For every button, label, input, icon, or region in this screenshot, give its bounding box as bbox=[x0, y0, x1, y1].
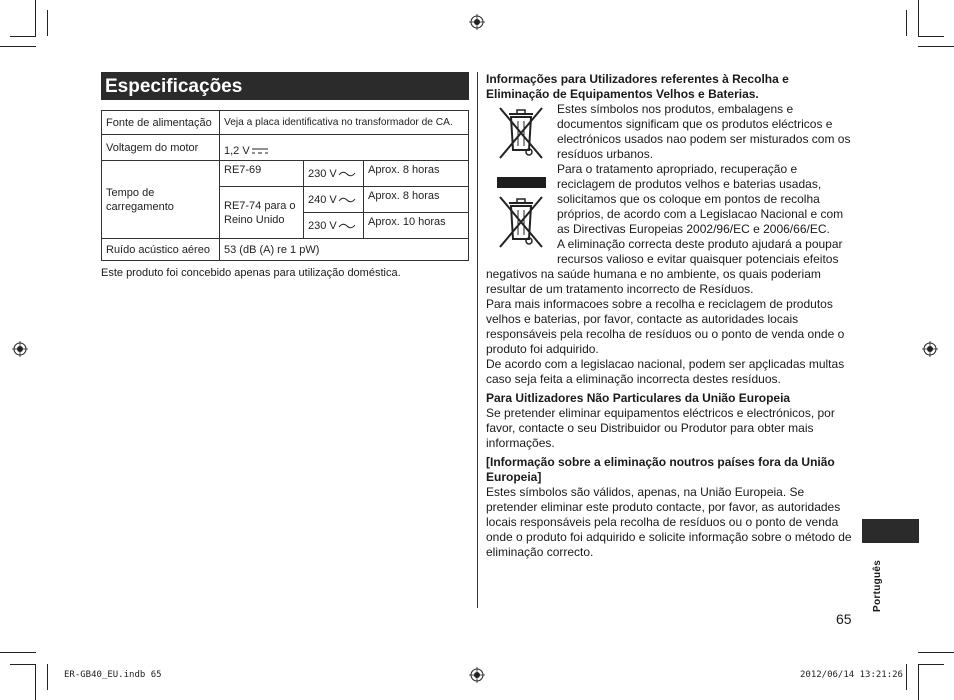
crop-mark bbox=[906, 664, 907, 690]
table-row bbox=[102, 135, 469, 161]
crop-mark bbox=[918, 36, 944, 37]
footer-file-info: ER-GB40_EU.indb 65 bbox=[64, 670, 162, 680]
text-line: onde o produto foi adquirido e solicite informação sobre o método de bbox=[486, 530, 852, 544]
text-line: pretender eliminar este produto contacte, por favor, as autoridades bbox=[486, 500, 841, 514]
spec-time-3: Aprox. 10 horas bbox=[364, 213, 469, 239]
text-line: produto foi adquirido. bbox=[486, 342, 599, 356]
language-tab bbox=[862, 519, 919, 543]
text-line: próprios, de acordo com a Legislacao Nacional e com bbox=[557, 207, 844, 221]
text-line: as Directivas Europeias 2002/96/EC e 2006/66/EC. bbox=[557, 222, 830, 236]
disposal-text-wide bbox=[486, 267, 844, 387]
spec-table bbox=[101, 110, 469, 261]
crop-mark bbox=[906, 10, 907, 36]
text-line: negativos na saúde humana e no ambiente, os quais poderiam bbox=[486, 267, 821, 281]
usage-note: Este produto foi concebido apenas para utilização doméstica. bbox=[101, 267, 401, 279]
crop-mark bbox=[918, 664, 919, 700]
crop-mark bbox=[918, 46, 954, 47]
text-line: solicitamos que os coloque em pontos de recolha bbox=[557, 192, 820, 206]
disposal-heading-line1: Informações para Utilizadores referentes à Recolha e bbox=[486, 72, 789, 86]
text-line: resíduos urbanos. bbox=[557, 147, 654, 161]
crop-mark bbox=[10, 664, 36, 665]
black-bar bbox=[497, 177, 546, 188]
spec-label-motor: Voltagem do motor bbox=[102, 135, 220, 161]
ac-symbol-icon bbox=[338, 222, 356, 230]
crossed-bin-icon bbox=[496, 193, 546, 251]
footer-timestamp: 2012/06/14 13:21:26 bbox=[800, 670, 903, 680]
text-line: A eliminação correcta deste produto ajudará a poupar bbox=[557, 237, 843, 251]
text-line: electrónicos usados nao podem ser misturados com os bbox=[557, 132, 851, 146]
registration-target-icon bbox=[12, 341, 28, 357]
spec-voltage-1-cell bbox=[304, 161, 364, 187]
text-line: recursos valioso e evitar quaisquer potenciais efeitos bbox=[557, 252, 839, 266]
crop-mark bbox=[47, 10, 48, 36]
spec-voltage-2: 240 V bbox=[308, 193, 337, 206]
text-line: resultar de um tratamento incorrecto de Resíduos. bbox=[486, 282, 754, 296]
ac-symbol-icon bbox=[338, 196, 356, 204]
table-row bbox=[102, 161, 469, 187]
language-label: Português bbox=[872, 559, 883, 612]
text-line: Estes símbolos nos produtos, embalagens e bbox=[557, 102, 794, 116]
text-line: Estes símbolos são válidos, apenas, na União Europeia. Se bbox=[486, 485, 805, 499]
crop-mark bbox=[0, 652, 36, 653]
crop-mark bbox=[35, 664, 36, 700]
spec-voltage-2-cell bbox=[304, 187, 364, 213]
ac-symbol-icon bbox=[338, 170, 356, 178]
text-line: responsáveis pela recolha de resíduos ou o ponto de venda onde o bbox=[486, 327, 845, 341]
crop-mark bbox=[35, 0, 36, 36]
spec-model-1: RE7-69 bbox=[220, 161, 304, 187]
text-line: Para o tratamento apropriado, recuperação e bbox=[557, 162, 798, 176]
registration-target-icon bbox=[922, 341, 938, 357]
outside-eu-heading-line1: [Informação sobre a eliminação noutros países fora da União bbox=[486, 455, 835, 469]
text-line: caso seja feita a eliminação incorrecta destes resíduos. bbox=[486, 372, 781, 386]
text-line: documentos significam que os produtos eléctricos e bbox=[557, 117, 833, 131]
outside-eu-text bbox=[486, 485, 852, 560]
crop-mark bbox=[0, 46, 36, 47]
spec-value-motor: 1,2 V bbox=[224, 144, 250, 157]
crop-mark bbox=[10, 36, 36, 37]
text-line: favor, contacte o seu Distribuidor ou Produtor para obter mais bbox=[486, 421, 814, 435]
crop-mark bbox=[918, 0, 919, 36]
disposal-heading-line2: Eliminação de Equipamentos Velhos e Baterias. bbox=[486, 87, 759, 101]
crop-mark bbox=[918, 652, 954, 653]
column-divider bbox=[477, 72, 478, 608]
outside-eu-heading-line2: Europeia] bbox=[486, 470, 542, 484]
spec-voltage-3-cell bbox=[304, 213, 364, 239]
table-row bbox=[102, 239, 469, 261]
text-line: De acordo com a legislacao nacional, podem ser apçlicadas multas bbox=[486, 357, 845, 371]
table-row bbox=[102, 111, 469, 135]
text-line: reciclagem de produtos velhos e baterias usadas, bbox=[557, 177, 822, 191]
text-line: locais responsáveis pela recolha de resíduos ou o ponto de venda bbox=[486, 515, 839, 529]
text-line: velhos e baterias, por favor, contacte as autoridades locais bbox=[486, 312, 799, 326]
spec-voltage-1: 230 V bbox=[308, 167, 337, 180]
spec-value-power: Veja a placa identificativa no transformador de CA. bbox=[220, 111, 469, 135]
spec-label-power: Fonte de alimentação bbox=[102, 111, 220, 135]
section-title: Especificações bbox=[101, 72, 469, 100]
dc-symbol-icon bbox=[251, 147, 269, 155]
business-users-heading: Para Uitlizadores Não Particulares da União Europeia bbox=[486, 391, 791, 405]
spec-model-2: RE7-74 para o Reino Unido bbox=[220, 187, 304, 239]
spec-value-motor-cell bbox=[220, 135, 469, 161]
spec-time-2: Aprox. 8 horas bbox=[364, 187, 469, 213]
text-line: eliminação correcto. bbox=[486, 545, 594, 559]
spec-label-noise: Ruído acústico aéreo bbox=[102, 239, 220, 261]
registration-target-icon bbox=[469, 667, 485, 683]
page-number: 65 bbox=[836, 611, 852, 627]
business-users-text bbox=[486, 406, 835, 451]
crop-mark bbox=[47, 664, 48, 690]
text-line: informações. bbox=[486, 436, 555, 450]
spec-value-noise: 53 (dB (A) re 1 pW) bbox=[220, 239, 469, 261]
registration-target-icon bbox=[469, 14, 485, 30]
crossed-bin-icon bbox=[496, 104, 546, 162]
spec-label-charge: Tempo de carregamento bbox=[102, 161, 220, 239]
crop-mark bbox=[918, 664, 944, 665]
disposal-text-narrow bbox=[557, 102, 850, 267]
text-line: Se pretender eliminar equipamentos eléctricos e electrónicos, por bbox=[486, 406, 835, 420]
text-line: Para mais informacoes sobre a recolha e reciclagem de produtos bbox=[486, 297, 833, 311]
spec-voltage-3: 230 V bbox=[308, 219, 337, 232]
spec-time-1: Aprox. 8 horas bbox=[364, 161, 469, 187]
